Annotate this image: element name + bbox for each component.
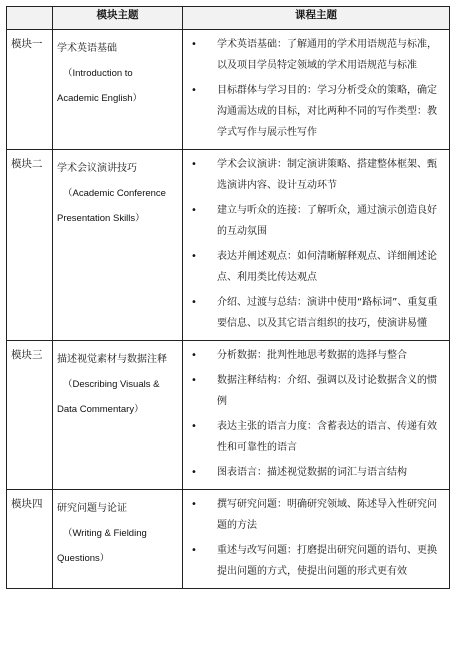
topic-item <box>183 462 443 483</box>
curriculum-table <box>6 6 450 589</box>
module-id: 模块三 <box>11 349 43 361</box>
module-id-cell <box>7 150 53 341</box>
module-row <box>7 30 450 150</box>
bullet-icon: • <box>191 251 197 262</box>
module-title-en: （Describing Visuals & <box>63 379 160 390</box>
module-row <box>7 341 450 490</box>
bullet-icon: • <box>191 421 197 432</box>
module-title-zh: 描述视觉素材与数据注释 <box>57 354 167 365</box>
curriculum-sheet <box>6 6 449 589</box>
module-id: 模块一 <box>11 38 43 50</box>
module-column-header: 模块主题 <box>53 7 183 30</box>
bullet-icon: • <box>191 205 197 216</box>
bullet-icon: • <box>191 499 197 510</box>
header-row <box>7 7 450 30</box>
module-topics-cell <box>183 150 450 341</box>
topic-text: 学术英语基础：了解通用的学术用语规范与标准，以及项目学员特定领域的学术用语规范与标准 <box>217 39 437 71</box>
topic-item <box>183 34 443 76</box>
topic-text: 介绍、过渡与总结：演讲中使用“路标词”、重复重要信息、以及其它语言组织的技巧，使演讲易懂 <box>217 297 438 329</box>
module-title-zh: 研究问题与论证 <box>57 503 127 514</box>
module-topics-cell <box>183 341 450 490</box>
module-title-zh: 学术英语基础 <box>57 43 117 54</box>
topics-column-header: 课程主题 <box>183 7 450 30</box>
module-row <box>7 150 450 341</box>
module-title-zh: 学术会议演讲技巧 <box>57 163 137 174</box>
module-id-cell <box>7 341 53 490</box>
topic-text: 建立与听众的连接：了解听众，通过演示创造良好的互动氛围 <box>217 205 437 237</box>
module-title-en: Academic English） <box>57 93 143 104</box>
topic-text: 数据注释结构：介绍、强调以及讨论数据含义的惯例 <box>217 375 437 407</box>
module-title-en: （Writing & Fielding <box>63 528 147 539</box>
topic-text: 撰写研究问题：明确研究领域、陈述导入性研究问题的方法 <box>217 499 437 531</box>
topic-text: 重述与改写问题：打磨提出研究问题的语句、更换提出问题的方式，使提出问题的形式更有效 <box>217 545 437 577</box>
bullet-icon: • <box>191 39 197 50</box>
topic-item <box>183 540 443 582</box>
module-title-en: （Introduction to <box>63 68 133 79</box>
bullet-icon: • <box>191 85 197 96</box>
topic-text: 表达主张的语言力度：含蓄表达的语言、传递有效性和可靠性的语言 <box>217 421 437 453</box>
module-id-cell <box>7 490 53 589</box>
bullet-icon: • <box>191 467 197 478</box>
module-title-en: （Academic Conference <box>63 188 166 199</box>
topic-text: 图表语言：描述视觉数据的词汇与语言结构 <box>217 467 407 478</box>
module-id-cell <box>7 30 53 150</box>
module-title-cell <box>53 30 183 150</box>
module-title-en: Presentation Skills） <box>57 213 145 224</box>
bullet-icon: • <box>191 297 197 308</box>
module-title-en: Data Commentary） <box>57 404 144 415</box>
module-title-cell <box>53 341 183 490</box>
topic-text: 学术会议演讲：制定演讲策略、搭建整体框架、甄选演讲内容、设计互动环节 <box>217 159 437 191</box>
module-topics-cell <box>183 30 450 150</box>
module-id: 模块四 <box>11 498 43 510</box>
topic-item <box>183 80 443 143</box>
module-row <box>7 490 450 589</box>
topic-list <box>183 30 449 149</box>
bullet-icon: • <box>191 375 197 386</box>
topic-item <box>183 200 443 242</box>
bullet-icon: • <box>191 350 197 361</box>
module-title-cell <box>53 490 183 589</box>
topic-item <box>183 494 443 536</box>
topic-item <box>183 154 443 196</box>
topic-item <box>183 345 443 366</box>
module-title-cell <box>53 150 183 341</box>
module-title-en: Questions） <box>57 553 110 564</box>
topic-text: 目标群体与学习目的：学习分析受众的策略，确定沟通需达成的目标，对比两种不同的写作类型：教学式写作与展示性写作 <box>217 85 437 138</box>
header-blank-cell <box>7 7 53 30</box>
module-topics-cell <box>183 490 450 589</box>
module-id: 模块二 <box>11 158 43 170</box>
topic-item <box>183 246 443 288</box>
topic-list <box>183 490 449 588</box>
topic-text: 表达并阐述观点：如何清晰解释观点、详细阐述论点、利用类比传达观点 <box>217 251 437 283</box>
topic-item <box>183 416 443 458</box>
topic-list <box>183 150 449 340</box>
topic-item <box>183 292 443 334</box>
topic-text: 分析数据：批判性地思考数据的选择与整合 <box>217 350 407 361</box>
topic-item <box>183 370 443 412</box>
bullet-icon: • <box>191 545 197 556</box>
bullet-icon: • <box>191 159 197 170</box>
topic-list <box>183 341 449 489</box>
